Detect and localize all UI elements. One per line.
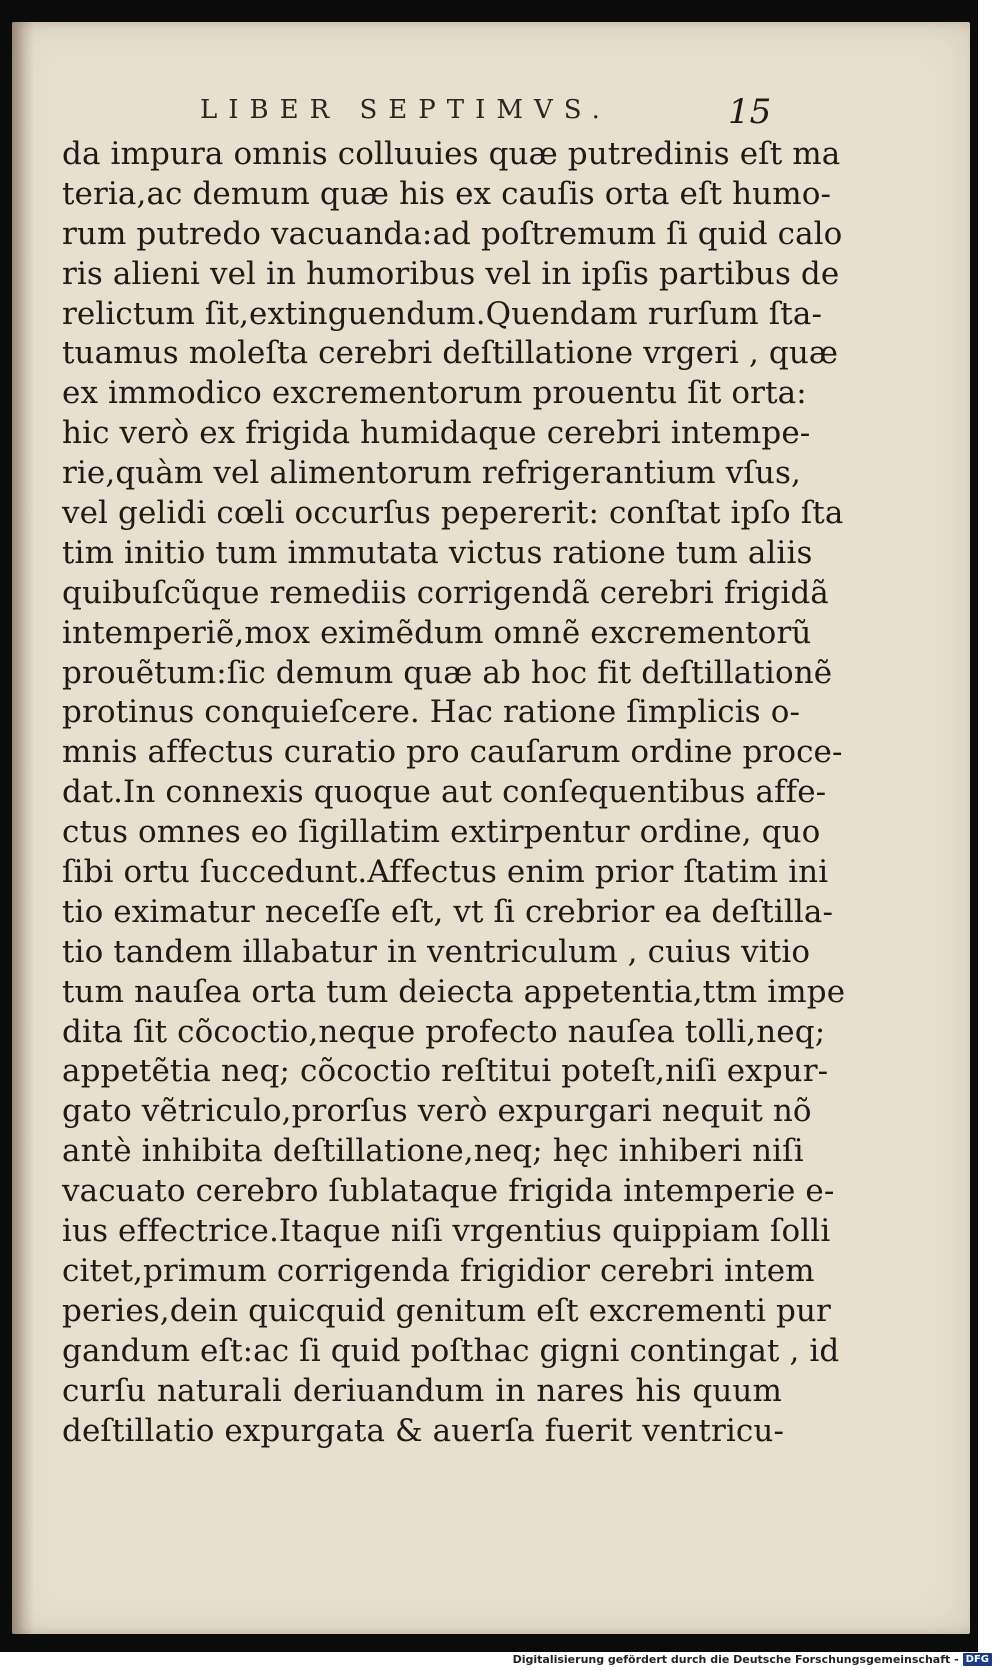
- text-line: deſtillatio expurgata & auerſa fuerit ventricu-: [62, 1412, 785, 1449]
- gutter-shadow: [12, 22, 34, 1634]
- text-line: vacuato cerebro ſublataque frigida intemperie e-: [62, 1173, 835, 1210]
- text-line: appetẽtia neq; cõcoctio reſtitui poteſt,niſi expur-: [62, 1053, 829, 1090]
- text-line: peries,dein quicquid genitum eſt excrementi pur: [62, 1292, 831, 1329]
- text-line: quibuſcũque remediis corrigendã cerebri frigidã: [62, 574, 829, 611]
- text-line: curſu naturali deriuandum in nares his quum: [62, 1372, 782, 1409]
- body-text: [62, 135, 846, 1451]
- text-line: vel gelidi cœli occurſus pepererit: conſtat ipſo ſta: [62, 495, 844, 532]
- text-line: tuamus moleſta cerebri deſtillatione vrgeri , quæ: [62, 335, 839, 372]
- text-line: gato vẽtriculo,prorſus verò expurgari nequit nõ: [62, 1093, 812, 1130]
- text-line: intemperiẽ,mox eximẽdum omnẽ excrementorũ: [62, 614, 812, 651]
- text-line: hic verò ex frigida humidaque cerebri intempe-: [62, 415, 811, 452]
- text-line: relictum ſit,extinguendum.Quendam rurſum ſta-: [62, 295, 823, 332]
- text-line: tio tandem illabatur in ventriculum , cuius vitio: [62, 933, 811, 970]
- text-line: ctus omnes eo ſigillatim extirpentur ordine, quo: [62, 814, 821, 851]
- text-line: tim initio tum immutata victus ratione tum aliis: [62, 534, 813, 571]
- text-line: citet,primum corrigenda frigidior cerebri intem: [62, 1252, 815, 1289]
- text-line: dita ſit cõcoctio,neque profecto nauſea tolli,neq;: [62, 1013, 826, 1050]
- text-line: tio eximatur neceſſe eſt, vt ſi crebrior ea deſtilla-: [62, 893, 834, 930]
- text-line: prouẽtum:ſic demum quæ ab hoc fit deſtillationẽ: [62, 654, 833, 691]
- text-line: rie,quàm vel alimentorum refrigerantium vſus,: [62, 455, 801, 492]
- text-line: teria,ac demum quæ his ex cauſis orta eſt humo-: [62, 175, 832, 212]
- dfg-logo-icon: DFG: [963, 1653, 992, 1666]
- text-line: ſibi ortu ſuccedunt.Affectus enim prior ſtatim ini: [62, 854, 829, 891]
- text-line: ris alieni vel in humoribus vel in ipſis partibus de: [62, 255, 840, 292]
- text-line: ex immodico excrementorum prouentu ſit orta:: [62, 375, 807, 412]
- text-line: gandum eſt:ac ſi quid poſthac gigni contingat , id: [62, 1332, 840, 1369]
- running-head: LIBER SEPTIMVS.: [200, 95, 611, 125]
- text-line: da impura omnis colluuies quæ putredinis eſt ma: [62, 136, 841, 172]
- digitization-credit: [513, 1653, 992, 1666]
- text-line: protinus conquieſcere. Hac ratione ſimplicis o-: [62, 694, 801, 731]
- text-line: ius effectrice.Itaque niſi vrgentius quippiam ſolli: [62, 1213, 831, 1250]
- page-number: 15: [728, 92, 772, 132]
- text-line: rum putredo vacuanda:ad poſtremum ſi quid calo: [62, 215, 843, 252]
- text-line: dat.In connexis quoque aut conſequentibus affe-: [62, 774, 827, 811]
- text-line: mnis affectus curatio pro cauſarum ordine proce-: [62, 734, 843, 771]
- credit-text: Digitalisierung gefördert durch die Deutsche Forschungsgemeinschaft -: [512, 1653, 959, 1666]
- text-line: antè inhibita deſtillatione,neq; hęc inhiberi niſi: [62, 1133, 804, 1170]
- text-line: tum nauſea orta tum deiecta appetentia,ttm impe: [62, 973, 846, 1010]
